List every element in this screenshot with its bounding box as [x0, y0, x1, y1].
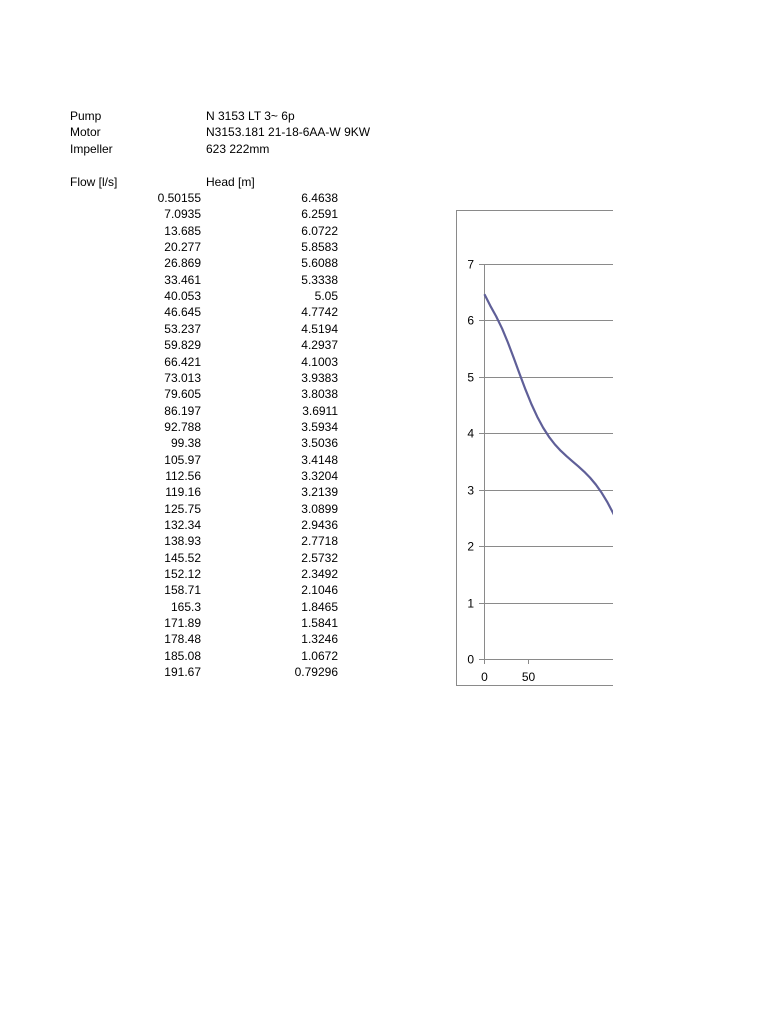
- impeller-value: 623 222mm: [206, 142, 270, 156]
- table-row: [0, 387, 400, 403]
- head-cell: 3.6911: [302, 403, 338, 418]
- table-row: [0, 355, 400, 371]
- table-row: [0, 404, 400, 420]
- head-cell: 2.5732: [301, 550, 338, 565]
- head-cell: 1.0672: [301, 648, 338, 663]
- head-header: Head [m]: [206, 175, 255, 189]
- head-cell: 6.4638: [301, 191, 338, 205]
- table-row: [0, 649, 400, 665]
- flow-cell: 33.461: [164, 272, 201, 287]
- head-cell: 3.5036: [301, 436, 338, 451]
- flow-cell: 171.89: [164, 616, 201, 631]
- flow-cell: 145.52: [164, 550, 201, 565]
- chart-frame: [457, 211, 614, 686]
- table-row: [0, 322, 400, 338]
- flow-cell: 185.08: [164, 648, 201, 663]
- pump-value: N 3153 LT 3~ 6p: [206, 109, 295, 123]
- motor-value: N3153.181 21-18-6AA-W 9KW: [206, 125, 371, 139]
- flow-cell: 92.788: [164, 419, 201, 434]
- table-row: [0, 305, 400, 321]
- flow-cell: 86.197: [164, 403, 201, 418]
- head-cell: 3.2139: [301, 485, 338, 500]
- flow-cell: 40.053: [164, 289, 201, 304]
- table-row: [0, 436, 400, 452]
- flow-cell: 152.12: [164, 567, 201, 582]
- flow-cell: 59.829: [164, 338, 201, 353]
- head-cell: 4.5194: [301, 321, 338, 336]
- table-row: [0, 191, 400, 207]
- head-cell: 3.0899: [301, 501, 338, 516]
- head-cell: 6.2591: [301, 207, 338, 222]
- flow-cell: 132.34: [164, 518, 201, 532]
- head-cell: 3.8038: [301, 387, 338, 402]
- head-cell: 3.3204: [301, 468, 338, 483]
- y-tick-label: 3: [467, 483, 474, 498]
- table-row: [0, 665, 400, 681]
- table-row: [0, 485, 400, 501]
- table-row: [0, 224, 400, 240]
- flow-cell: 178.48: [164, 632, 201, 647]
- table-row: [0, 453, 400, 469]
- impeller-label: Impeller: [70, 142, 113, 156]
- head-cell: 5.8583: [301, 240, 338, 255]
- table-row: [0, 338, 400, 354]
- table-row: [0, 518, 400, 534]
- head-cell: 1.8465: [301, 599, 338, 614]
- flow-cell: 105.97: [164, 452, 201, 467]
- head-cell: 0.79296: [294, 665, 338, 680]
- y-tick-label: 4: [467, 426, 474, 441]
- flow-cell: 20.277: [164, 240, 201, 255]
- head-cell: 1.5841: [301, 616, 338, 631]
- table-row: [0, 273, 400, 289]
- head-cell: 5.6088: [301, 256, 338, 271]
- head-cell: 4.7742: [301, 305, 338, 320]
- table-row: [0, 632, 400, 648]
- flow-cell: 66.421: [164, 354, 201, 369]
- flow-cell: 0.50155: [157, 191, 201, 205]
- head-cell: 2.3492: [301, 567, 338, 582]
- y-tick-label: 2: [467, 539, 474, 554]
- y-tick-label: 0: [467, 652, 474, 667]
- table-row: [0, 469, 400, 485]
- motor-label: Motor: [70, 125, 101, 139]
- flow-cell: 46.645: [164, 305, 201, 320]
- flow-cell: 73.013: [164, 370, 201, 385]
- flow-cell: 13.685: [164, 223, 201, 238]
- flow-cell: 125.75: [164, 501, 201, 516]
- table-row: [0, 256, 400, 272]
- flow-cell: 191.67: [164, 665, 201, 680]
- flow-cell: 26.869: [164, 256, 201, 271]
- head-cell: 5.3338: [301, 272, 338, 287]
- flow-cell: 53.237: [164, 321, 201, 336]
- y-tick-label: 6: [467, 313, 474, 328]
- table-row: [0, 600, 400, 616]
- table-row: [0, 207, 400, 223]
- x-tick-label: 0: [481, 670, 488, 684]
- flow-header: Flow [l/s]: [70, 175, 118, 189]
- head-cell: 4.2937: [301, 338, 338, 353]
- x-tick-label: 50: [521, 670, 536, 684]
- table-row: [0, 371, 400, 387]
- table-row: [0, 616, 400, 632]
- flow-cell: 165.3: [170, 599, 201, 614]
- table-row: [0, 567, 400, 583]
- y-tick-label: 1: [467, 596, 474, 611]
- head-cell: 6.0722: [301, 223, 338, 238]
- head-curve-line: [484, 294, 613, 614]
- table-row: [0, 289, 400, 305]
- head-cell: 3.9383: [301, 370, 338, 385]
- flow-cell: 158.71: [164, 583, 201, 598]
- head-cell: 3.4148: [301, 452, 338, 467]
- y-tick-label: 7: [467, 257, 474, 272]
- table-row: [0, 420, 400, 436]
- table-row: [0, 551, 400, 567]
- flow-cell: 99.38: [170, 436, 201, 451]
- table-row: [0, 583, 400, 599]
- y-tick-label: 5: [467, 370, 474, 385]
- table-row: [0, 502, 400, 518]
- head-cell: 4.1003: [301, 354, 338, 369]
- head-cell: 1.3246: [301, 632, 338, 647]
- head-cell: 2.7718: [301, 534, 338, 549]
- flow-cell: 79.605: [164, 387, 201, 402]
- table-row: [0, 534, 400, 550]
- flow-cell: 112.56: [165, 468, 201, 483]
- head-cell: 2.9436: [301, 518, 338, 532]
- pump-curve-chart: [456, 210, 613, 686]
- flow-cell: 119.16: [165, 485, 201, 500]
- flow-cell: 138.93: [164, 534, 201, 549]
- head-cell: 3.5934: [301, 419, 338, 434]
- table-row: [0, 240, 400, 256]
- head-cell: 5.05: [314, 289, 338, 304]
- head-cell: 2.1046: [301, 583, 338, 598]
- pump-label: Pump: [70, 109, 102, 123]
- flow-cell: 7.0935: [164, 207, 201, 222]
